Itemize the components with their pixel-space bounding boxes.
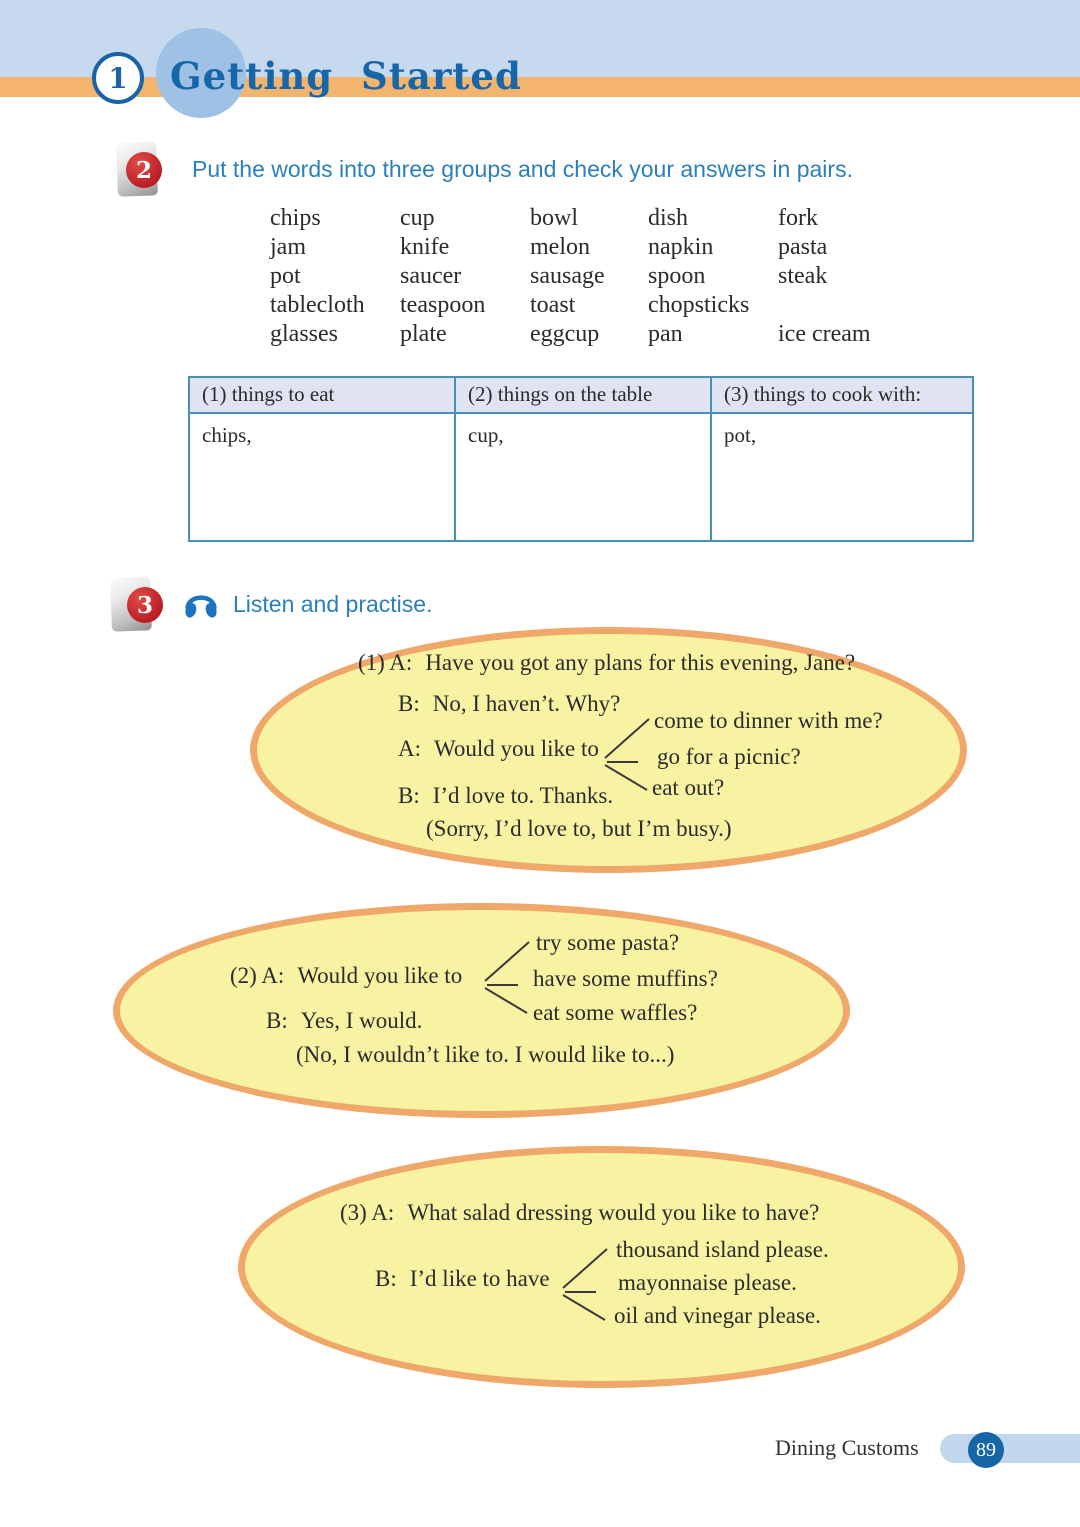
dialogue1-line4	[398, 783, 613, 809]
dialogue1-line3	[398, 736, 599, 762]
word-cell: sausage	[530, 263, 605, 289]
unit-number: 1	[108, 61, 128, 95]
word-cell: melon	[530, 234, 590, 260]
unit-number-badge	[92, 52, 144, 104]
table-answer-row	[190, 414, 972, 540]
speaker-label: B:	[375, 1266, 397, 1291]
word-cell: cup	[400, 205, 435, 231]
word-cell: saucer	[400, 263, 462, 289]
option-text: try some pasta?	[536, 930, 680, 955]
word-cell: pasta	[778, 234, 828, 260]
option-text: mayonnaise please.	[618, 1270, 797, 1295]
speaker-label: B:	[398, 691, 420, 716]
option-text: thousand island please.	[616, 1237, 829, 1262]
branch-connector	[562, 1242, 610, 1324]
speaker-label: A:	[398, 736, 421, 761]
line-text: Yes, I would.	[300, 1008, 423, 1033]
word-cell: ice cream	[778, 321, 871, 347]
page-title: Getting Started	[170, 54, 522, 98]
exercise3-badge	[127, 587, 163, 623]
option-text: have some muffins?	[533, 966, 718, 991]
word-cell	[778, 291, 938, 320]
line-text: Would you like to	[434, 736, 599, 761]
line-text: I’d like to have	[409, 1266, 550, 1291]
word-cell: dish	[648, 205, 689, 231]
dialogue1-line1	[358, 650, 855, 676]
branch-connector	[604, 712, 652, 794]
word-cell: napkin	[648, 234, 714, 260]
word-cell: chopsticks	[648, 292, 750, 318]
exercise3-instruction: Listen and practise.	[233, 591, 433, 617]
answer-table	[188, 376, 974, 542]
line-text: I’d love to. Thanks.	[432, 783, 614, 808]
dialogue2-line2	[266, 1008, 422, 1034]
page-number: 89	[976, 1438, 996, 1461]
option-text: oil and vinegar please.	[614, 1303, 821, 1328]
word-cell: plate	[400, 321, 447, 347]
line-text: What salad dressing would you like to have?	[407, 1200, 820, 1225]
speaker-label: (3) A:	[340, 1200, 395, 1225]
branch-connector	[484, 935, 532, 1017]
word-cell: steak	[778, 263, 828, 289]
dialogue1-line2	[398, 691, 620, 717]
option-text: go for a picnic?	[657, 744, 801, 769]
option-text: eat out?	[652, 775, 725, 800]
speaker-label: (2) A:	[230, 963, 285, 988]
dialogue2-line3: (No, I wouldn’t like to. I would like to...)	[296, 1042, 675, 1067]
line-text: No, I haven’t. Why?	[432, 691, 621, 716]
word-cell: pot	[270, 263, 301, 289]
word-cell: glasses	[270, 321, 338, 347]
word-grid	[270, 204, 938, 349]
headphones-icon	[183, 586, 219, 620]
page-number-badge	[968, 1432, 1004, 1468]
line-text: Have you got any plans for this evening, Jane?	[425, 650, 856, 675]
word-cell: pan	[648, 321, 683, 347]
speaker-label: B:	[398, 783, 420, 808]
dialogue2-line1	[230, 963, 462, 989]
word-cell: spoon	[648, 263, 706, 289]
table-header-cell: (3) things to cook with:	[724, 382, 922, 406]
exercise2-number: 2	[135, 156, 152, 184]
table-header-cell: (1) things to eat	[190, 378, 456, 412]
table-header-row	[190, 378, 972, 414]
line-text: Would you like to	[297, 963, 463, 988]
exercise2-instruction: Put the words into three groups and check your answers in pairs.	[192, 156, 853, 182]
speaker-label: (1) A:	[358, 650, 413, 675]
word-cell: jam	[270, 234, 306, 260]
table-answer-cell: cup,	[456, 414, 712, 540]
word-cell: bowl	[530, 205, 578, 231]
word-cell: knife	[400, 234, 450, 260]
page-number-pill	[940, 1434, 1080, 1463]
dialogue3-line1	[340, 1200, 819, 1226]
exercise3-number: 3	[136, 591, 153, 619]
table-answer-cell: chips,	[190, 414, 456, 540]
word-cell: toast	[530, 292, 576, 318]
table-answer-cell: pot,	[724, 423, 757, 447]
dialogue3-line2	[375, 1266, 550, 1292]
word-cell: fork	[778, 205, 818, 231]
dialogue1-line5: (Sorry, I’d love to, but I’m busy.)	[426, 816, 732, 841]
word-cell: chips	[270, 205, 321, 231]
word-cell: eggcup	[530, 321, 600, 347]
word-cell: teaspoon	[400, 292, 486, 318]
speaker-label: B:	[266, 1008, 288, 1033]
option-text: come to dinner with me?	[654, 708, 883, 733]
table-header-cell: (2) things on the table	[456, 378, 712, 412]
footer-section-label: Dining Customs	[775, 1435, 919, 1460]
option-text: eat some waffles?	[533, 1000, 698, 1025]
word-cell: tablecloth	[270, 292, 365, 318]
exercise2-badge	[126, 152, 162, 188]
dialogue-oval-2	[113, 903, 850, 1118]
